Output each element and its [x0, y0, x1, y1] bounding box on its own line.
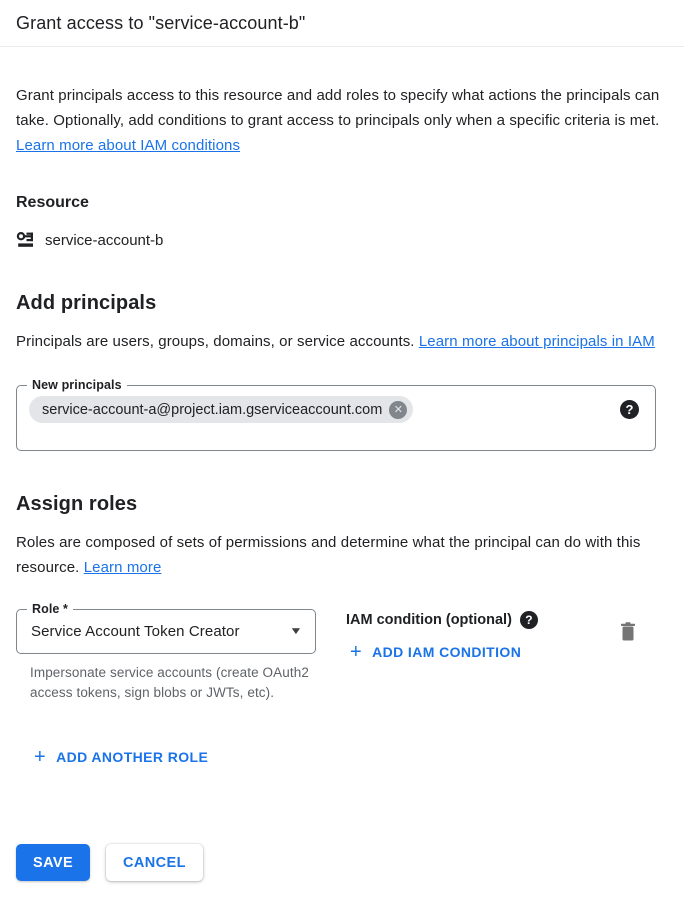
help-icon[interactable]: ?	[620, 400, 639, 419]
assign-roles-description	[16, 530, 668, 580]
add-iam-condition-button[interactable]	[342, 637, 529, 667]
assign-roles-heading: Assign roles	[16, 493, 138, 515]
add-another-role-label: ADD ANOTHER ROLE	[56, 749, 209, 765]
iam-condition-label-row	[346, 611, 616, 629]
delete-role-button[interactable]	[616, 619, 640, 648]
learn-more-iam-conditions-link[interactable]: Learn more about IAM conditions	[16, 137, 241, 154]
role-help-text: Impersonate service accounts (create OAuth2 access tokens, sign blobs or JWTs, etc).	[30, 665, 309, 700]
resource-name: service-account-b	[45, 231, 164, 249]
new-principals-field[interactable]	[16, 378, 656, 451]
role-selected-value: Service Account Token Creator	[31, 623, 240, 640]
header-divider	[0, 46, 684, 47]
learn-more-roles-link[interactable]: Learn more	[83, 559, 162, 576]
add-another-role-button[interactable]	[26, 742, 216, 772]
role-select[interactable]	[16, 602, 316, 654]
cancel-button[interactable]: CANCEL	[106, 844, 203, 881]
principal-chip	[29, 396, 413, 423]
add-principals-text: Principals are users, groups, domains, or service accounts.	[16, 333, 419, 350]
save-button[interactable]: SAVE	[16, 844, 90, 881]
page-title: Grant access to "service-account-b"	[16, 13, 306, 33]
service-account-icon	[16, 230, 36, 250]
role-column	[16, 602, 316, 702]
dialog-actions	[16, 844, 668, 881]
intro-paragraph	[16, 83, 668, 158]
assign-roles-text: Roles are composed of sets of permissions and determine what the principal can do with this resource.	[16, 534, 641, 576]
help-icon[interactable]: ?	[520, 611, 538, 629]
trash-icon	[618, 631, 638, 646]
plus-icon: +	[350, 641, 363, 663]
resource-heading: Resource	[16, 194, 89, 211]
role-row	[16, 602, 668, 702]
new-principals-label: New principals	[27, 377, 127, 393]
intro-text: Grant principals access to this resource and add roles to specify what actions the principals can take. Optionally, add conditions to grant access to principals only when a specific criteria is met.	[16, 87, 660, 129]
chip-remove-icon[interactable]: ✕	[389, 401, 407, 419]
add-iam-condition-label: ADD IAM CONDITION	[372, 644, 522, 660]
iam-condition-column	[346, 609, 616, 667]
dropdown-arrow-icon: ▼	[289, 626, 303, 637]
learn-more-principals-link[interactable]: Learn more about principals in IAM	[418, 333, 655, 350]
dialog-content	[0, 83, 684, 905]
plus-icon: +	[34, 746, 47, 768]
principal-chip-text: service-account-a@project.iam.gserviceaccount.com	[42, 401, 383, 418]
dialog-header	[0, 0, 684, 46]
iam-condition-label: IAM condition (optional)	[346, 612, 512, 628]
add-principals-heading: Add principals	[16, 292, 157, 314]
add-principals-description	[16, 329, 668, 354]
resource-row	[16, 230, 668, 250]
role-label: Role *	[27, 601, 73, 617]
